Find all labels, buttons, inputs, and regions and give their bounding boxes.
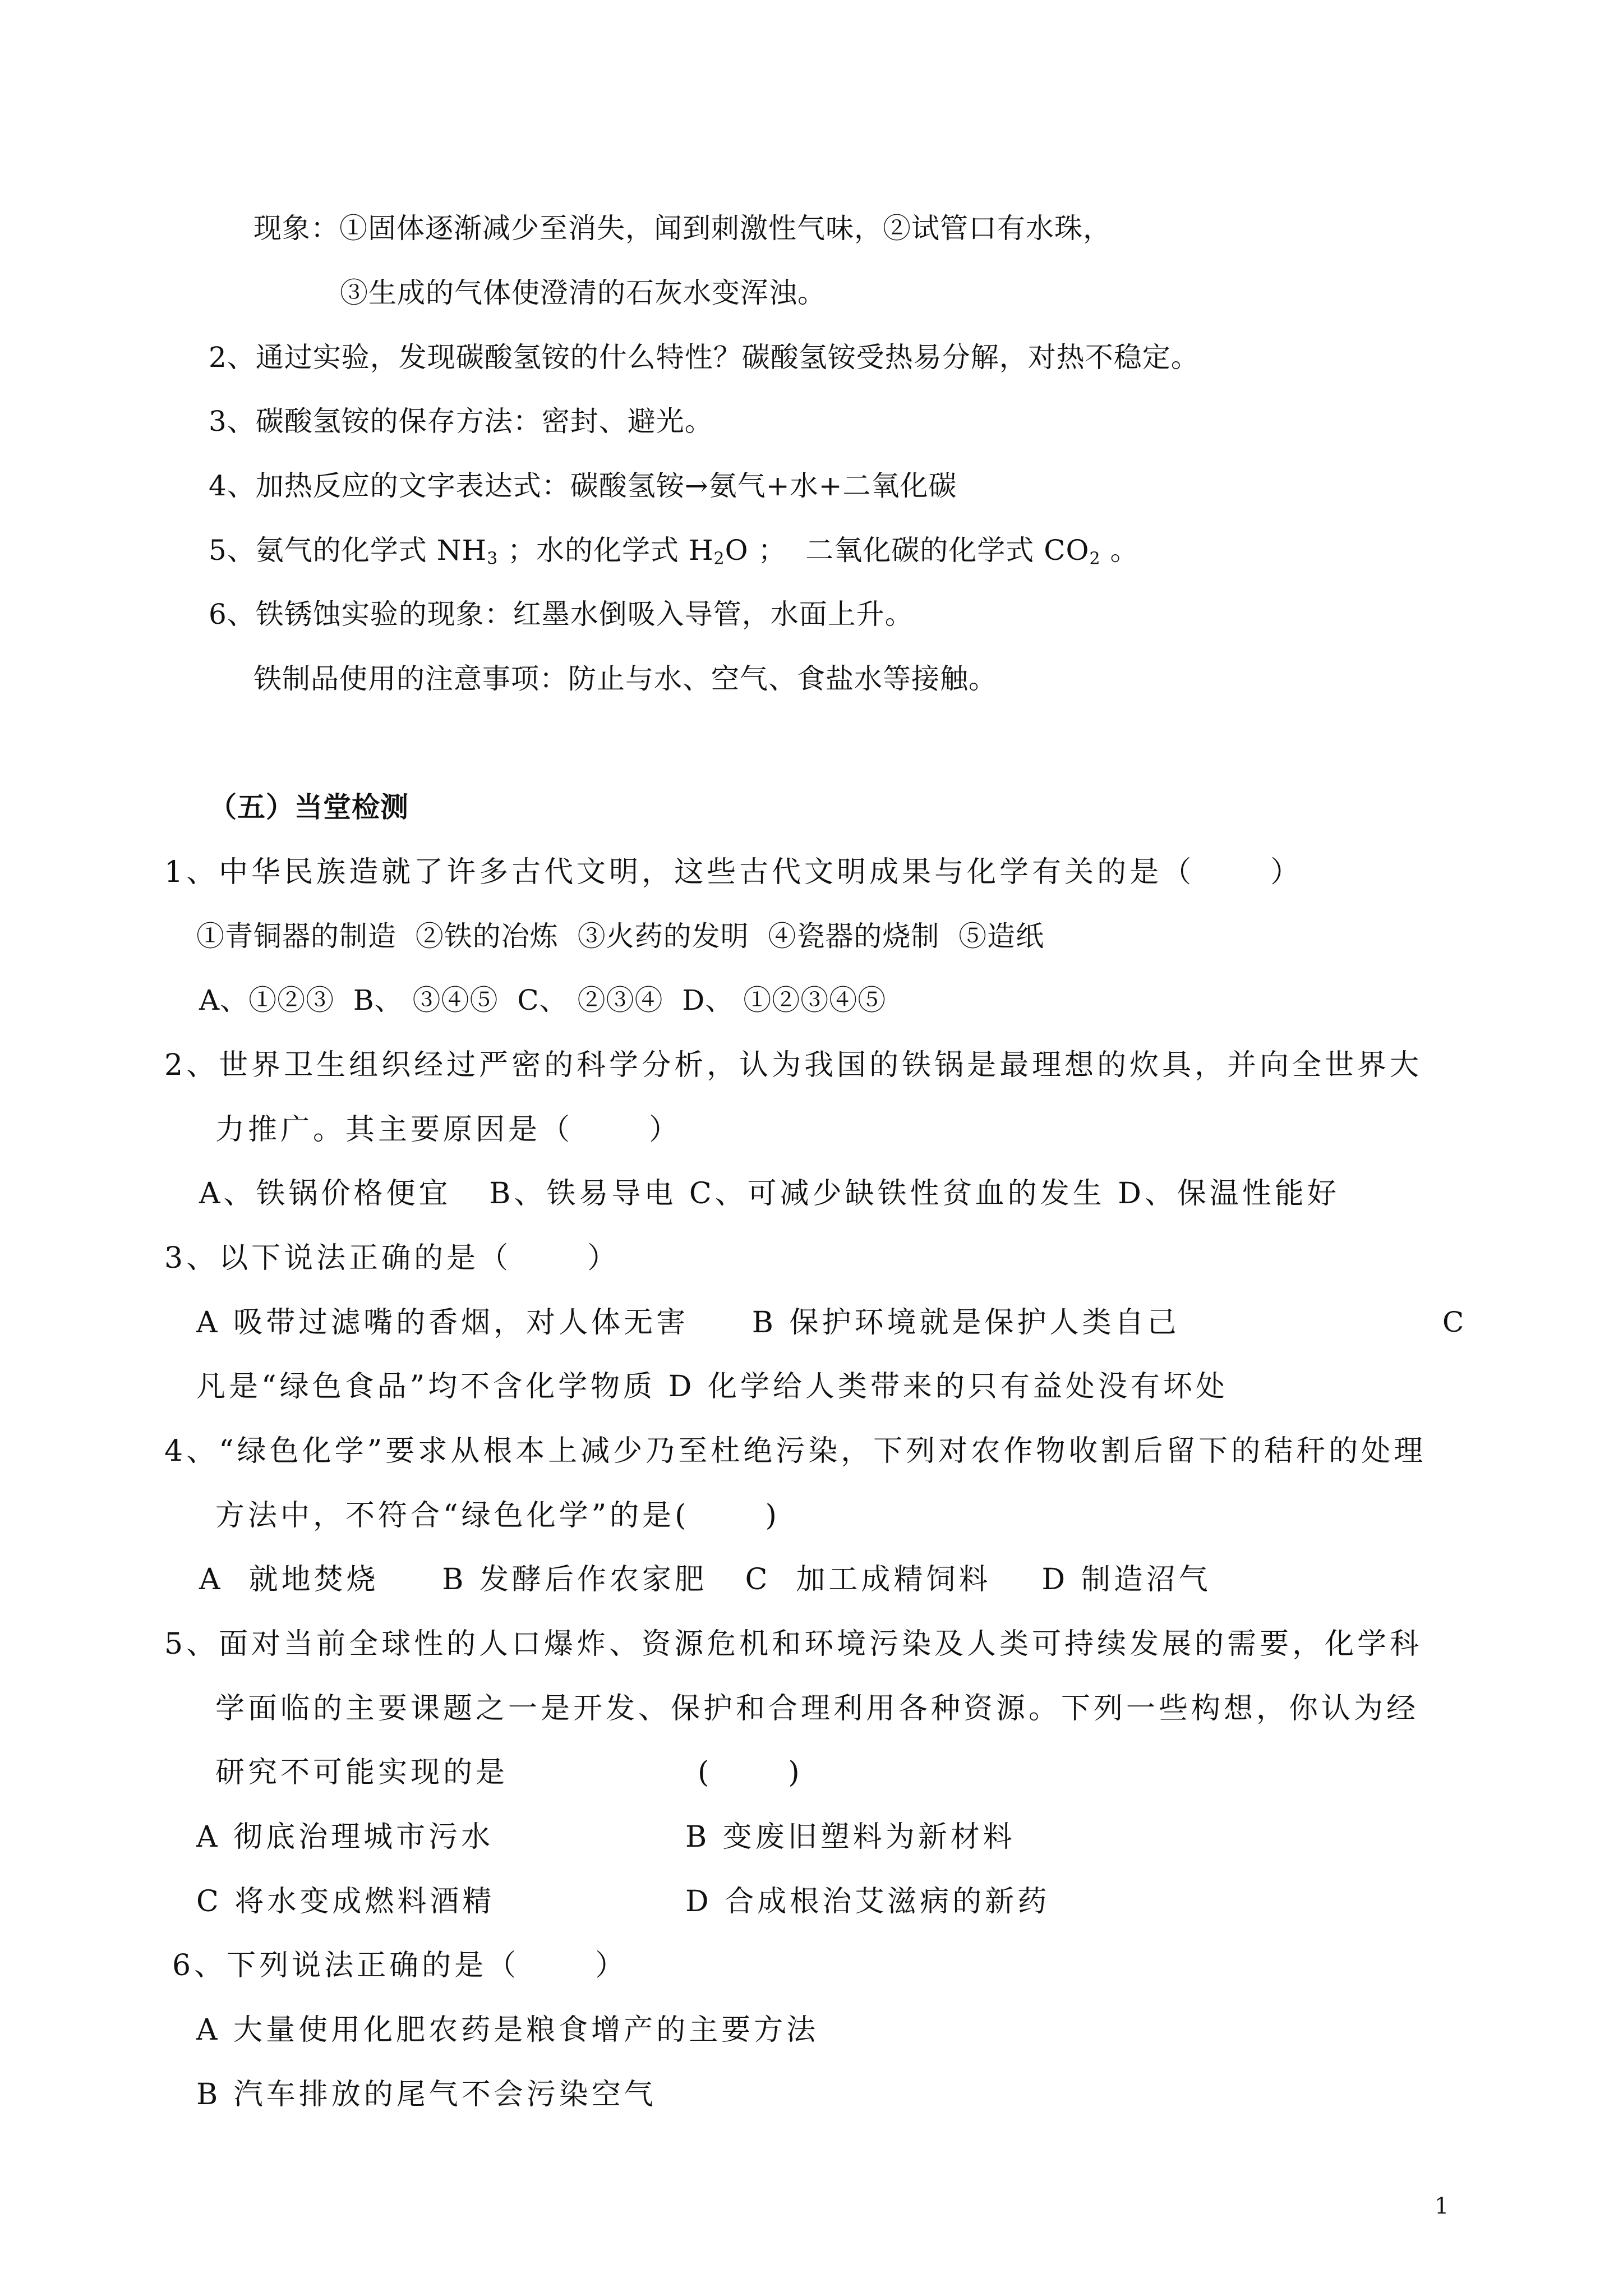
water-text: ；水的化学式 H	[498, 534, 714, 567]
co2-text: O ； 二氧化碳的化学式 CO	[725, 534, 1090, 567]
question-2-options: A、铁锅价格便宜 B、铁易导电 C、可减少缺铁性贫血的发生 D、保温性能好	[199, 1177, 1340, 1211]
item-2-characteristic: 2、通过实验，发现碳酸氢铵的什么特性？碳酸氢铵受热易分解，对热不稳定。	[209, 341, 1200, 374]
phenomenon-line-2: ③生成的气体使澄清的石灰水变浑浊。	[340, 277, 826, 309]
water-subscript: 2	[713, 549, 725, 569]
section-heading: （五）当堂检测	[209, 790, 409, 823]
question-5-line-2: 学面临的主要课题之一是开发、保护和合理利用各种资源。下列一些构想，你认为经	[215, 1692, 1419, 1726]
question-5-option-b: B 变废旧塑料为新材料	[685, 1820, 1016, 1854]
question-6: 6、下列说法正确的是（ ）	[172, 1949, 628, 1982]
ammonia-text: 5、氨气的化学式 NH	[209, 534, 487, 567]
question-3-options-line-2: 凡是“绿色食品”均不含化学物质 D 化学给人类带来的只有益处没有坏处	[196, 1370, 1228, 1404]
ammonia-subscript: 3	[487, 549, 499, 569]
question-5-line-1: 5、面对当前全球性的人口爆炸、资源危机和环境污染及人类可持续发展的需要，化学科	[164, 1627, 1423, 1661]
iron-usage-notes: 铁制品使用的注意事项：防止与水、空气、食盐水等接触。	[253, 662, 997, 695]
item-4-word-equation: 4、加热反应的文字表达式：碳酸氢铵→氨气+水+二氧化碳	[209, 470, 957, 502]
item-3-storage: 3、碳酸氢铵的保存方法：密封、避光。	[209, 405, 713, 438]
question-4-line-2: 方法中，不符合“绿色化学”的是( )	[215, 1499, 780, 1533]
phenomenon-line-1: 现象：①固体逐渐减少至消失，闻到刺激性气味，②试管口有水珠，	[253, 212, 1112, 245]
question-4-line-1: 4、“绿色化学”要求从根本上减少乃至杜绝污染，下列对农作物收割后留下的秸秆的处理	[164, 1434, 1427, 1468]
question-5-line-3: 研究不可能实现的是 ( )	[215, 1756, 803, 1789]
question-4-options: A 就地焚烧 B 发酵后作农家肥 C 加工成精饲料 D 制造沼气	[199, 1563, 1211, 1596]
question-3-option-c-letter: C	[1442, 1306, 1465, 1338]
question-1-items: ①青铜器的制造 ②铁的冶炼 ③火药的发明 ④瓷器的烧制 ⑤造纸	[196, 920, 1045, 953]
item-6-rust-phenomenon: 6、铁锈蚀实验的现象：红墨水倒吸入导管，水面上升。	[209, 598, 914, 631]
question-2-line-1: 2、世界卫生组织经过严密的科学分析，认为我国的铁锅是最理想的炊具，并向全世界大	[164, 1048, 1423, 1082]
question-5-option-a: A 彻底治理城市污水	[196, 1820, 494, 1854]
question-3-options-line-1: A 吸带过滤嘴的香烟，对人体无害 B 保护环境就是保护人类自己	[196, 1306, 1180, 1340]
item-5-chemical-formulas	[209, 534, 1139, 569]
question-3: 3、以下说法正确的是（ ）	[164, 1241, 620, 1275]
co2-subscript: 2	[1089, 549, 1101, 569]
question-5-option-c: C 将水变成燃料酒精	[196, 1885, 495, 1918]
page-number: 1	[1435, 2193, 1449, 2219]
question-1: 1、中华民族造就了许多古代文明，这些古代文明成果与化学有关的是（ ）	[164, 855, 1303, 889]
period-text: 。	[1100, 534, 1139, 567]
question-2-line-2: 力推广。其主要原因是（ ）	[215, 1113, 682, 1147]
question-5-option-d: D 合成根治艾滋病的新药	[685, 1885, 1050, 1918]
question-6-option-b: B 汽车排放的尾气不会污染空气	[196, 2078, 657, 2111]
question-6-option-a: A 大量使用化肥农药是粮食增产的主要方法	[196, 2013, 819, 2047]
question-1-options: A、①②③ B、 ③④⑤ C、 ②③④ D、 ①②③④⑤	[199, 984, 887, 1016]
